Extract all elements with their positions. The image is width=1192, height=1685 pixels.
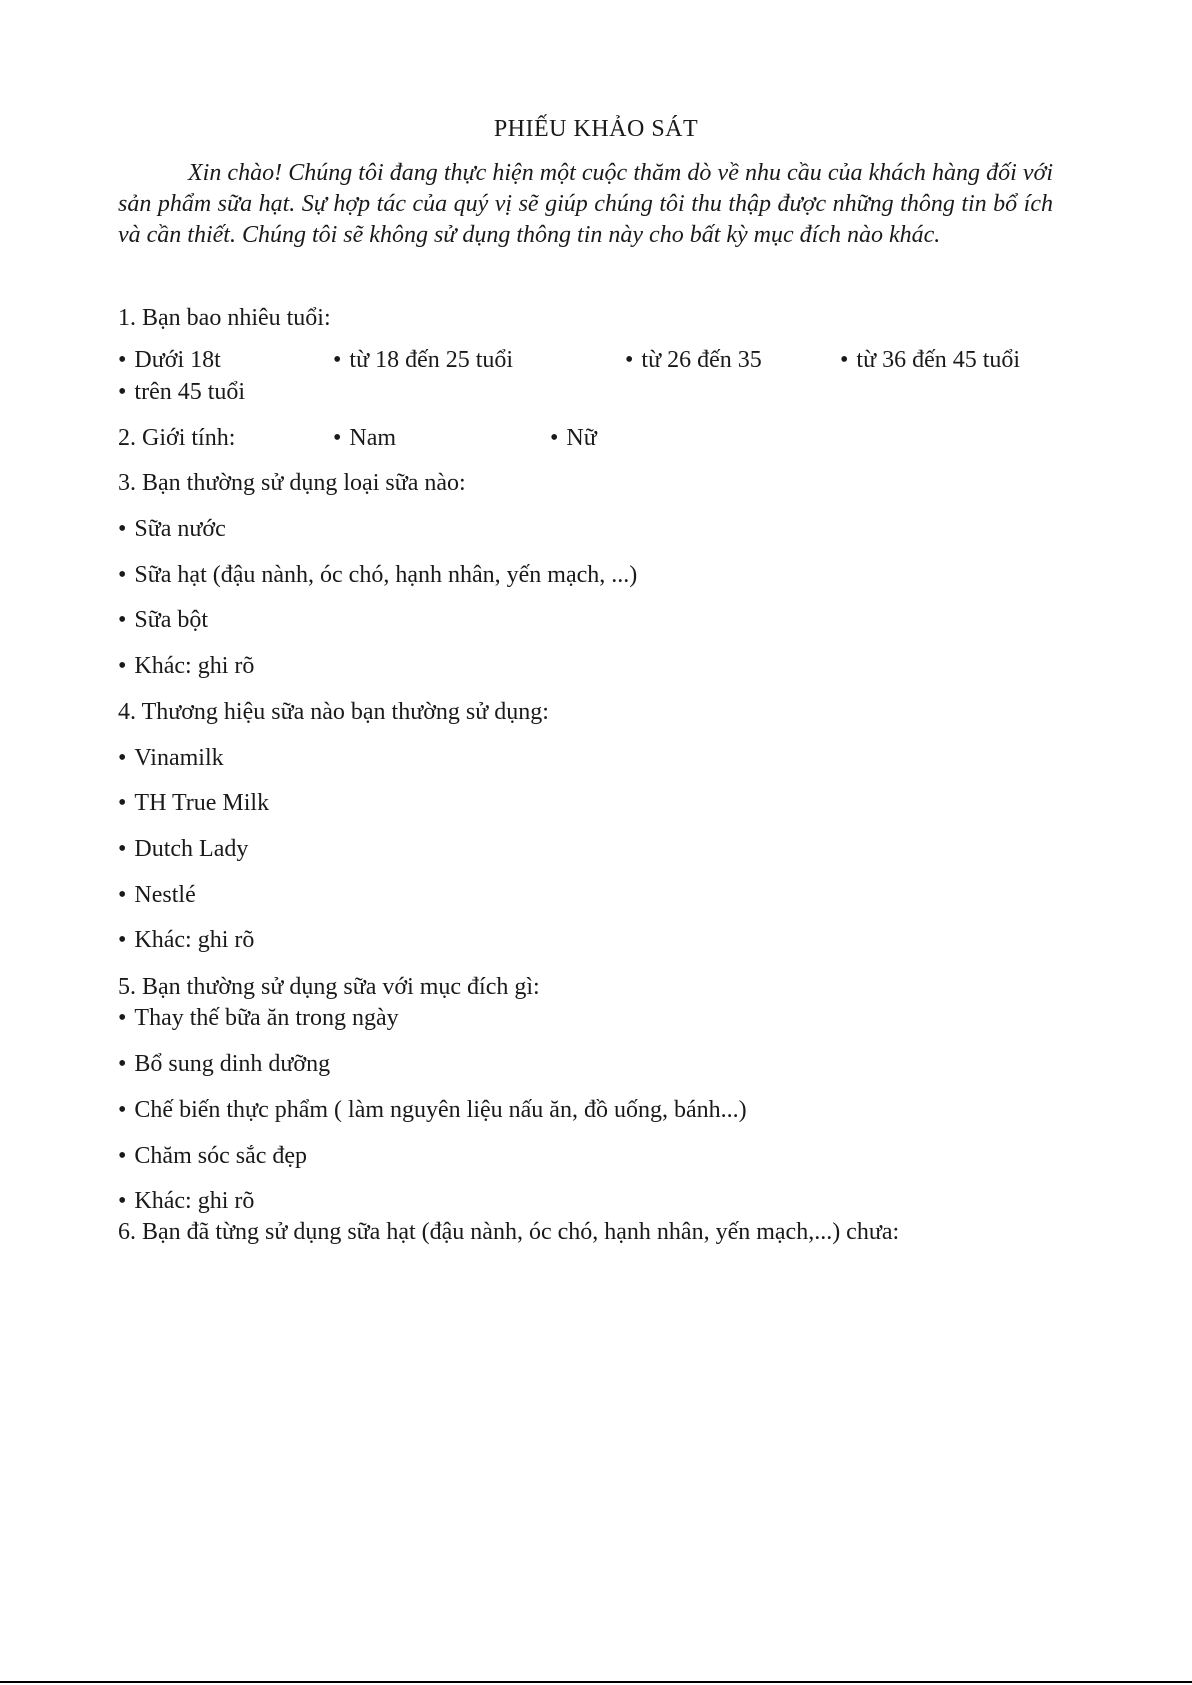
q4-option-dutch-lady[interactable]: • Dutch Lady bbox=[118, 834, 248, 864]
question-5-label: 5. Bạn thường sử dụng sữa với mục đích gì: bbox=[118, 974, 540, 1000]
q2-option-female[interactable]: • Nữ bbox=[550, 423, 597, 453]
q1-option-18-25[interactable]: • từ 18 đến 25 tuổi bbox=[333, 345, 513, 375]
q5-option-other[interactable]: • Khác: ghi rõ bbox=[118, 1186, 254, 1216]
q3-option-other[interactable]: • Khác: ghi rõ bbox=[118, 651, 254, 681]
q3-option-nut-milk[interactable]: • Sữa hạt (đậu nành, óc chó, hạnh nhân, yến mạch, ...) bbox=[118, 560, 637, 590]
q1-option-26-35[interactable]: • từ 26 đến 35 bbox=[625, 345, 762, 375]
q4-option-th-true-milk[interactable]: • TH True Milk bbox=[118, 788, 269, 818]
q5-option-nutrition[interactable]: • Bổ sung dinh dưỡng bbox=[118, 1049, 330, 1079]
question-1-label: 1. Bạn bao nhiêu tuổi: bbox=[118, 305, 331, 331]
question-4-label: 4. Thương hiệu sữa nào bạn thường sử dụng: bbox=[118, 699, 549, 725]
question-3-label: 3. Bạn thường sử dụng loại sữa nào: bbox=[118, 470, 466, 496]
question-2-label: 2. Giới tính: bbox=[118, 425, 236, 451]
q4-option-vinamilk[interactable]: • Vinamilk bbox=[118, 743, 224, 773]
footer-rule bbox=[0, 1681, 1192, 1683]
page-title: PHIẾU KHẢO SÁT bbox=[493, 116, 699, 142]
q5-option-meal-replacement[interactable]: • Thay thế bữa ăn trong ngày bbox=[118, 1003, 399, 1033]
q2-option-male[interactable]: • Nam bbox=[333, 423, 396, 453]
q4-option-other[interactable]: • Khác: ghi rõ bbox=[118, 925, 254, 955]
intro-paragraph: Xin chào! Chúng tôi đang thực hiện một cuộc thăm dò về nhu cầu của khách hàng đối với sản phẩm sữa hạt. Sự hợp tác của quý vị sẽ giúp chúng tôi thu thập được những thông tin bổ ích và cần thiết. Chúng tôi sẽ không sử dụng thông tin này cho bất kỳ mục đích nào khác. bbox=[118, 160, 1053, 248]
q3-option-powdered-milk[interactable]: • Sữa bột bbox=[118, 605, 208, 635]
q1-option-over-45[interactable]: • trên 45 tuổi bbox=[118, 377, 245, 407]
q1-option-36-45[interactable]: • từ 36 đến 45 tuổi bbox=[840, 345, 1020, 375]
q4-option-nestle[interactable]: • Nestlé bbox=[118, 880, 196, 910]
q3-option-liquid-milk[interactable]: • Sữa nước bbox=[118, 514, 226, 544]
q5-option-beauty-care[interactable]: • Chăm sóc sắc đẹp bbox=[118, 1141, 307, 1171]
q1-option-under-18[interactable]: • Dưới 18t bbox=[118, 345, 221, 375]
q5-option-food-processing[interactable]: • Chế biến thực phẩm ( làm nguyên liệu nấu ăn, đồ uống, bánh...) bbox=[118, 1095, 747, 1125]
question-6-label: 6. Bạn đã từng sử dụng sữa hạt (đậu nành, óc chó, hạnh nhân, yến mạch,...) chưa: bbox=[118, 1219, 900, 1245]
